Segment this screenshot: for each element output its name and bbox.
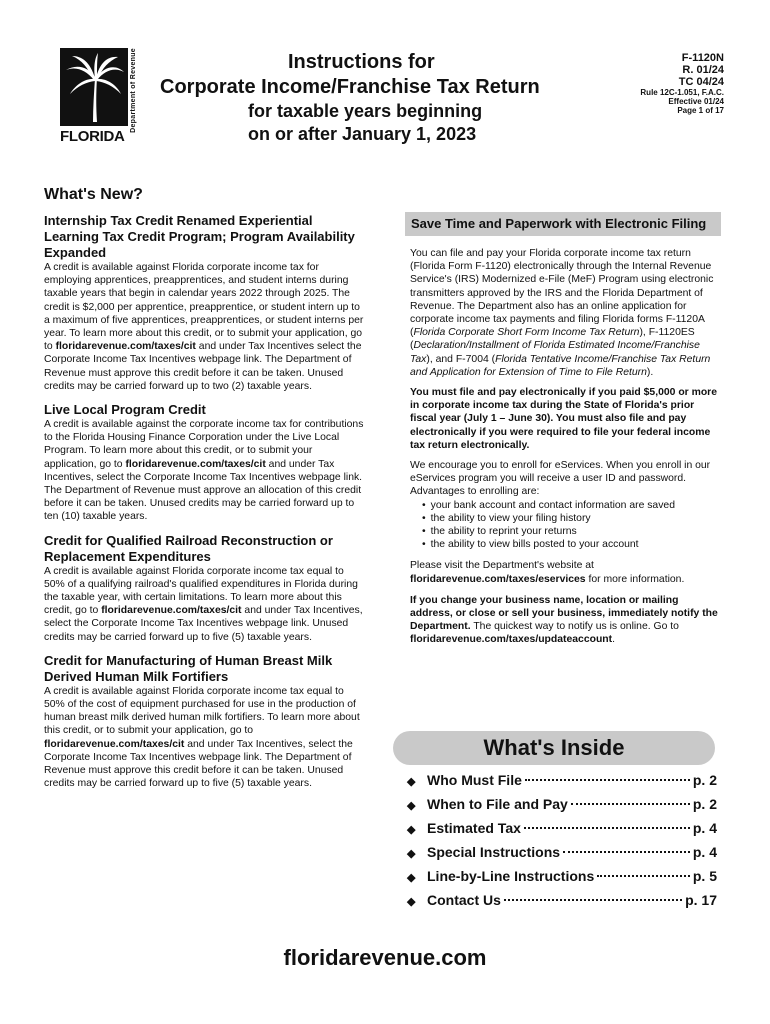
section-title: Internship Tax Credit Renamed Experiential Learning Tax Credit Program; Program Availability Expanded <box>44 213 355 260</box>
diamond-icon: ◆ <box>407 800 416 812</box>
efile-column <box>410 247 722 647</box>
title-line-2: Corporate Income/Franchise Tax Return <box>160 76 540 98</box>
section-breast-milk <box>44 653 364 791</box>
section-live-local <box>44 402 364 524</box>
toc-item[interactable]: ◆ When to File and Pay p. 2 <box>407 796 717 812</box>
title-line-1: Instructions for <box>288 51 435 73</box>
list-item: • the ability to reprint your returns <box>432 525 722 538</box>
whats-inside-heading: What's Inside <box>393 731 715 765</box>
logo-department-text: Department of Revenue <box>130 48 137 133</box>
form-number: F-1120N <box>681 52 724 64</box>
eservices-visit: Please visit the Department's website at floridarevenue.com/taxes/eservices for more information. <box>410 560 685 585</box>
cit-link[interactable]: floridarevenue.com/taxes/cit <box>125 458 266 470</box>
diamond-icon: ◆ <box>407 872 416 884</box>
section-railroad <box>44 533 364 644</box>
whats-new-column <box>44 213 364 791</box>
cit-link[interactable]: floridarevenue.com/taxes/cit <box>44 738 185 750</box>
efile-requirement: You must file and pay electronically if you paid $5,000 or more in corporate income tax during the State of Florida's prior fiscal year (July 1 – June 30). You must also file and pay electronically if you were required to file your federal income tax return electronically. <box>410 387 718 451</box>
list-item: • the ability to view bills posted to your account <box>432 538 722 551</box>
whats-new-heading: What's New? <box>44 186 143 203</box>
update-account-link[interactable]: floridarevenue.com/taxes/updateaccount <box>410 634 613 646</box>
page-number: Page 1 of 17 <box>677 106 724 115</box>
toc-item[interactable]: ◆ Contact Us p. 17 <box>407 892 717 908</box>
title-line-3: for taxable years beginning <box>248 101 483 121</box>
advantages-list <box>410 499 722 552</box>
efile-banner: Save Time and Paperwork with Electronic Filing <box>405 212 721 236</box>
eservices-link[interactable]: floridarevenue.com/taxes/eservices <box>410 573 586 585</box>
footer-website-link[interactable]: floridarevenue.com <box>283 945 487 970</box>
title-line-4: on or after January 1, 2023 <box>248 124 477 144</box>
list-item: • your bank account and contact information are saved <box>432 499 722 512</box>
diamond-icon: ◆ <box>407 776 416 788</box>
section-title: Credit for Manufacturing of Human Breast Milk Derived Human Milk Fortifiers <box>44 652 333 684</box>
palm-tree-icon <box>60 48 128 126</box>
toc-item[interactable]: ◆ Special Instructions p. 4 <box>407 844 717 860</box>
section-body: A credit is available against the corporate income tax for contributions to the Florida Housing Finance Corporation under the Live Local Program. To learn more about this credit, or to submit your application, go to floridarevenue.com/taxes/cit and under Tax Incentives, select the Corporate Income Tax Incentives webpage link. The Department of Revenue must approve an allocation of this credit before it can be taken. Unused credits may be carried forward up to ten (10) taxable years. <box>44 419 364 523</box>
form-effective: Effective 01/24 <box>668 97 724 106</box>
form-identifier <box>640 52 724 115</box>
diamond-icon: ◆ <box>407 896 416 908</box>
form-rule: Rule 12C-1.051, F.A.C. <box>640 88 724 97</box>
document-title <box>160 50 610 146</box>
efile-intro: You can file and pay your Florida corporate income tax return (Florida Form F-1120) electronically through the Internal Revenue Service's (IRS) Modernized e-File (MeF) Program using electronic transmitters approved by the IRS and the Florida Department of Revenue. The Department also has an online application for corporate income tax payments and filing Florida forms F-1120A (Florida Corporate Short Form Income Tax Return), F-1120ES (Declaration/Installment of Florida Estimated Income/Franchise Tax), and F-7004 (Florida Tentative Income/Franchise Tax Return and Application for Extension of Time to File Return). <box>410 248 714 378</box>
table-of-contents <box>407 772 717 916</box>
toc-item[interactable]: ◆ Line-by-Line Instructions p. 5 <box>407 868 717 884</box>
update-account-notice: If you change your business name, location or mailing address, or close or sell your business, immediately notify the Department. The quickest way to notify us is online. Go to floridarevenue.com/taxes/updateaccount. <box>410 594 718 646</box>
section-title: Credit for Qualified Railroad Reconstruction or Replacement Expenditures <box>44 532 333 564</box>
florida-dor-logo <box>60 48 137 145</box>
diamond-icon: ◆ <box>407 848 416 860</box>
cit-link[interactable]: floridarevenue.com/taxes/cit <box>101 605 242 617</box>
list-item: • the ability to view your filing history <box>432 512 722 525</box>
eservices-intro: We encourage you to enroll for eServices. When you enroll in our eServices program you will receive a user ID and password. Advantages to enrolling are: <box>410 460 711 498</box>
diamond-icon: ◆ <box>407 824 416 836</box>
section-body: A credit is available against Florida corporate income tax equal to 50% of a qualifying railroad's qualified expenditures in Florida during the taxable year, with certain limitations. To learn more about this credit, go to floridarevenue.com/taxes/cit and under Tax Incentives, select the Corporate Income Tax Incentives webpage link. Unused credits may be carried forward up to five (5) taxable years. <box>44 565 363 643</box>
logo-florida-word: FLORIDA <box>60 128 125 145</box>
section-body: A credit is available against Florida corporate income tax for employing apprentices, preapprentices, and student interns during taxable years that begin in calendar years 2022 through 2025. The credit is $2,000 per apprentice, preapprentice, or student intern up to a maximum of five apprentices, preapprentices, or student interns per year. To learn more about this credit, or to submit your application, go to floridarevenue.com/taxes/cit and under Tax Incentives select the Corporate Income Tax Incentives webpage link. The Department of Revenue must approve this credit before it can be taken. Unused credits may be carried forward up to two (2) taxable years. <box>44 262 364 392</box>
form-tc: TC 04/24 <box>678 76 724 88</box>
toc-item[interactable]: ◆ Who Must File p. 2 <box>407 772 717 788</box>
section-title: Live Local Program Credit <box>44 402 206 418</box>
form-revision: R. 01/24 <box>682 64 724 76</box>
section-body: A credit is available against Florida corporate income tax equal to 50% of the cost of equipment purchased for use in the production of human breast milk derived human milk fortifiers. To learn more about this credit, or to submit your application, go to floridarevenue.com/taxes/cit and under Tax Incentives, select the Corporate Income Tax Incentives webpage link. The Department of Revenue must approve this credit before it can be taken. Unused credits may be carried forward up to five (5) taxable years. <box>44 685 360 790</box>
toc-item[interactable]: ◆ Estimated Tax p. 4 <box>407 820 717 836</box>
cit-link[interactable]: floridarevenue.com/taxes/cit <box>55 341 196 353</box>
section-experiential-learning <box>44 213 364 393</box>
